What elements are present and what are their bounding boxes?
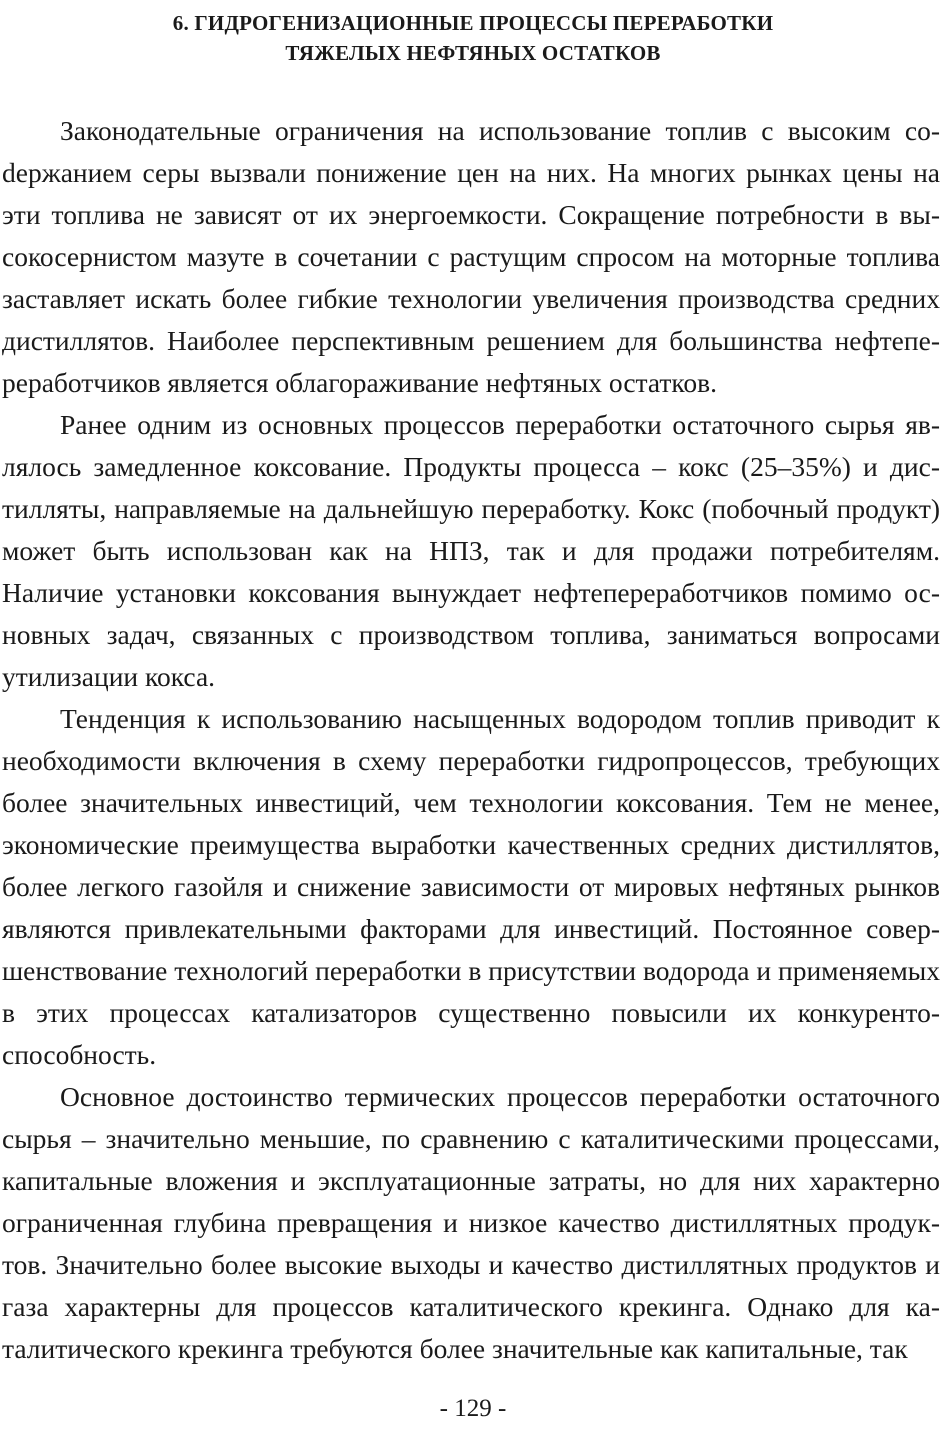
chapter-title-line-2: ТЯЖЕЛЫХ НЕФТЯНЫХ ОСТАТКОВ — [285, 41, 661, 65]
paragraph-3: Тенденция к использованию насыщенных водородом топлив приводит к необходимости включения в схему переработки гидропроцессов, требующих более значительных инвестиций, чем технологии коксования. Тем не менее, экономические преимущества выработки качественных средних дистиллятов, более легкого газойля и снижение зависимости от мировых нефтяных рынков являются привлекательными факторами для инвестиций. Постоянное совершенствование технологий переработки в присутствии водорода и применяемых в этих процессах катализаторов существенно повысили их конкурентоспособность. — [2, 703, 940, 1070]
paragraph-4: Основное достоинство термических процессов переработки остаточного сырья – значительно меньшие, по сравнению с каталитическими процессами, капитальные вложения и эксплуатационные затраты, но для них характерно ограниченная глубина превращения и низкое качество дистиллятных продуктов. Значительно более высокие выходы и качество дистиллятных продуктов и газа характерны для процессов каталитического крекинга. Однако для каталитического крекинга требуются более значительные как капитальные, так — [2, 1081, 940, 1364]
chapter-title-line-1: 6. ГИДРОГЕНИЗАЦИОННЫЕ ПРОЦЕССЫ ПЕРЕРАБОТКИ — [172, 11, 774, 35]
chapter-heading — [0, 8, 946, 68]
paragraph-2: Ранее одним из основных процессов переработки остаточного сырья являлось замедленное коксование. Продукты процесса – кокс (25–35%) и дистилляты, направляемые на дальнейшую переработку. Кокс (побочный продукт) может быть использован как на НПЗ, так и для продажи потребителям. Наличие установки коксования вынуждает нефтепереработчиков помимо основных задач, связанных с производством топлива, заниматься вопросами утилизации кокса. — [2, 409, 940, 692]
page-number: - 129 - — [439, 1395, 507, 1422]
body-text — [2, 110, 940, 1370]
paragraph-1: Законодательные ограничения на использование топлив с высоким соdержанием серы вызвали понижение цен на них. На многих рынках цены на эти топлива не зависят от их энергоемкости. Сокращение потребности в высокосернистом мазуте в сочетании с растущим спросом на моторные топлива заставляет искать более гибкие технологии увеличения производства средних дистиллятов. Наиболее перспективным решением для большинства нефтепереработчиков является облагораживание нефтяных остатков. — [2, 115, 940, 398]
